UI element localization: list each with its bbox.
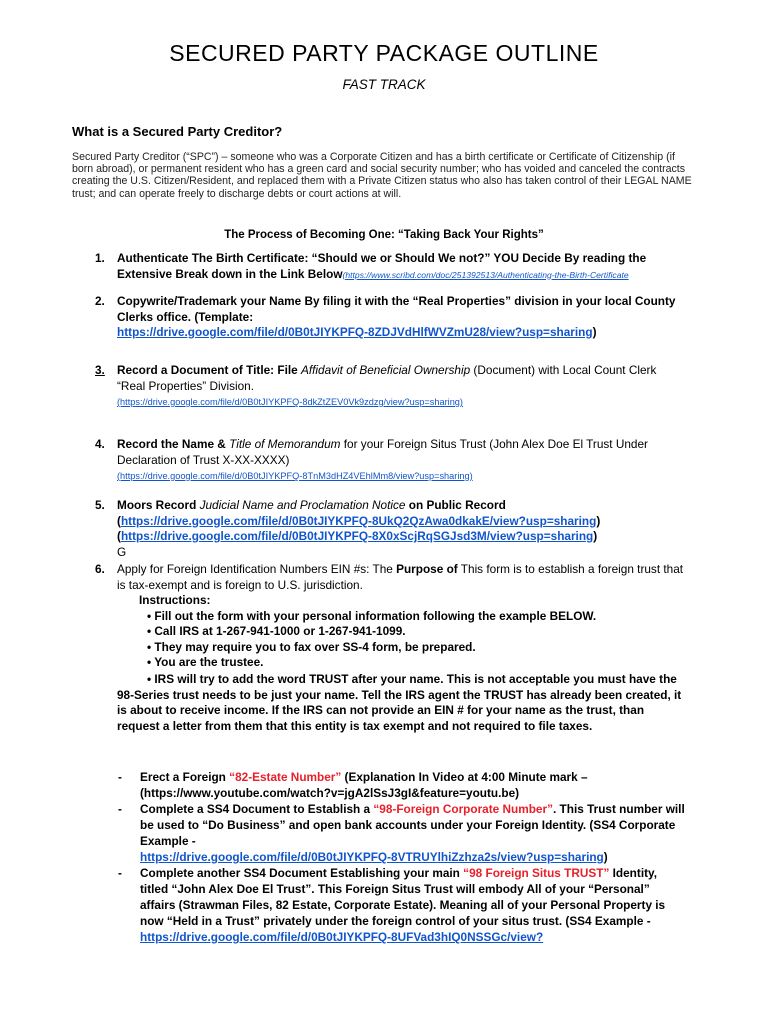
item-extra: G <box>117 544 127 559</box>
dash-link[interactable]: https://drive.google.com/file/d/0B0tJIYKPFQ-8VTRUYlhiZzhza2s/view?usp=sharing <box>140 850 604 864</box>
item-text: Copywrite/Trademark your Name By filing it with the “Real Properties” division in your local County Clerks office. (Template: <box>117 294 676 324</box>
item-number: 1. <box>95 251 105 265</box>
list-item-1 <box>95 251 685 283</box>
item-italic: Judicial Name and Proclamation Notice <box>199 498 406 512</box>
item-italic: Title of Memorandum <box>229 437 341 451</box>
dash-link[interactable]: https://drive.google.com/file/d/0B0tJIYKPFQ-8UFVad3hIQ0NSSGc/view? <box>140 930 544 944</box>
item-text: Moors Record <box>117 498 200 512</box>
item-text-b: on Public Record <box>405 498 506 512</box>
instructions-label: Instructions: <box>139 593 211 607</box>
section-heading: What is a Secured Party Creditor? <box>72 124 283 139</box>
dash-red-text: “98-Foreign <box>373 802 443 816</box>
dash-text: Complete another SS4 Document Establishing your <box>140 866 433 880</box>
list-item-5: 5. Moors Record Judicial Name and Proclamation Notice on Public Record (https://drive.google.com/file/d/0B0tJIYKPFQ-8UkQ2QzAwa0dkakE/view?usp=sharing) (https://drive.google.com/file/d/0B0tJIYKPFQ-8X0xScjRqSGJsd3M/view?usp=sharing) G <box>95 498 601 559</box>
dash-text-b: . This Trust number will be used to “Do Business” and open bank accounts under your Foreign Identity. (SS4 Corporate Example - <box>140 802 685 848</box>
process-title: The Process of Becoming One: “Taking Back Your Rights” <box>224 229 544 241</box>
item-number: 2. <box>95 294 105 308</box>
dash-red-text: “98 Foreign Situs TRUST” <box>459 866 610 880</box>
item-text: Record a Document of Title: File <box>117 363 301 377</box>
list-item-3 <box>95 363 685 411</box>
item-link-2[interactable]: https://drive.google.com/file/d/0B0tJIYKPFQ-8X0xScjRqSGJsd3M/view?usp=sharing <box>120 529 594 543</box>
item-link-1[interactable]: https://drive.google.com/file/d/0B0tJIYKPFQ-8UkQ2QzAwa0dkakE/view?usp=sharing <box>120 513 597 528</box>
item-strong: Purpose of <box>396 562 458 576</box>
intro-paragraph: Secured Party Creditor (“SPC”) – someone who was a Corporate Citizen and has a birth certificate or Certificate of Citizenship (if born abroad), or permanent resident who has a green card and social security number; who has voided and canceled the contracts creating the U.S. Citizen/Resident, and replaced them with a Private Citizen status who also has taken control of their LEGAL NAME trust; and can operate freely to discharge debts or court actions at will. <box>72 151 692 200</box>
item-number: 3. <box>95 363 105 377</box>
item-link[interactable]: https://drive.google.com/file/d/0B0tJIYKPFQ-8ZDJVdHlfWVZmU28/view?usp=sharing <box>117 325 593 339</box>
dash-red-text-2: Number” <box>499 802 553 816</box>
dash-text: Erect a Foreign <box>140 770 230 784</box>
dash-strong: main <box>432 866 460 880</box>
last-bullet-block <box>95 672 685 734</box>
dash-red-text: “82-Estate Number” <box>229 770 342 784</box>
dash-text-b: Identity, titled “John Alex Doe El Trust”. This Foreign Situs Trust will embody All of your “Personal” affairs (Strawman Files, 82 Estate, Corporate Estate). Meaning all of your Personal Property is now “Held in a Trust” privately under the foreign control of your situs trust. (SS4 Example - <box>140 866 666 928</box>
dash-close: ) <box>603 850 608 864</box>
bullet-item: • Call IRS at 1-267-941-1000 or 1-267-941-1099. <box>147 624 406 638</box>
item-number: 4. <box>95 437 105 451</box>
dash-text: Complete a SS4 Document to Establish a <box>140 802 374 816</box>
item-text-b: This form is to establish a foreign trust that is tax-exempt and is foreign to U.S. jurisdiction. <box>117 562 684 592</box>
bullet-item: • They may require you to fax over SS-4 form, be prepared. <box>147 639 476 654</box>
page-subtitle: FAST TRACK <box>342 77 426 92</box>
page-title: SECURED PARTY PACKAGE OUTLINE <box>169 40 599 66</box>
dash-item-1 <box>118 769 688 801</box>
item-text-b: for your Foreign Situs Trust (John Alex Doe El Trust Under Declaration of Trust X-XX-XXXX) <box>117 437 648 467</box>
item-italic: Affidavit of Beneficial Ownership <box>300 363 471 377</box>
item-link[interactable]: (https://drive.google.com/file/d/0B0tJIYKPFQ-8TnM3dHZ4VEhlMm8/view?usp=sharing) <box>117 471 473 481</box>
dash-text-b: (Explanation In Video at 4:00 Minute mark – (https://www.youtube.com/watch?v=jgA2lSsJ3gI&feature=youtu.be) <box>140 770 588 800</box>
bullet-item: • IRS will try to add the word TRUST after your name. This is not acceptable you must have the 98-Series trust needs to be just your name. Tell the IRS agent the TRUST has already been created, it is about to receive income. If the IRS can not provide an EIN # for your name as the trust, than request a letter from them that this entity is tax exempt and not required to file taxes. <box>117 672 682 733</box>
dash-red-strong: Corporate <box>442 802 500 816</box>
dash-item-2 <box>118 801 688 865</box>
dash-marker: - <box>118 866 122 880</box>
item-text-b: (Document) with Local Count Clerk “Real Properties” Division. <box>117 363 657 393</box>
dash-item-3 <box>118 865 688 945</box>
dash-marker: - <box>118 770 122 784</box>
item-text: Apply for Foreign Identification Numbers EIN #s: The <box>117 562 397 576</box>
list-item-4 <box>95 437 685 485</box>
list-item-2 <box>95 294 685 341</box>
dash-marker: - <box>118 802 122 816</box>
item-link[interactable]: (https://www.scribd.com/doc/251392513/Authenticating-the-Birth-Certificate <box>342 269 629 280</box>
instructions-block <box>139 593 685 671</box>
item-text: Record the Name & <box>117 437 230 451</box>
item-text: Authenticate The Birth Certificate: “Should we or Should We not?” YOU Decide By reading the Extensive Break down in the Link Below <box>117 251 647 281</box>
item-close: ) <box>592 325 597 339</box>
bullet-item: • Fill out the form with your personal information following the example BELOW. <box>147 608 597 623</box>
item-number: 5. <box>95 498 105 512</box>
list-item-6 <box>95 562 685 671</box>
item-link[interactable]: (https://drive.google.com/file/d/0B0tJIYKPFQ-8dkZtZEV0Vk9zdzg/view?usp=sharing) <box>117 397 463 407</box>
item-number: 6. <box>95 562 105 576</box>
bullet-item: • You are the trustee. <box>147 655 264 669</box>
